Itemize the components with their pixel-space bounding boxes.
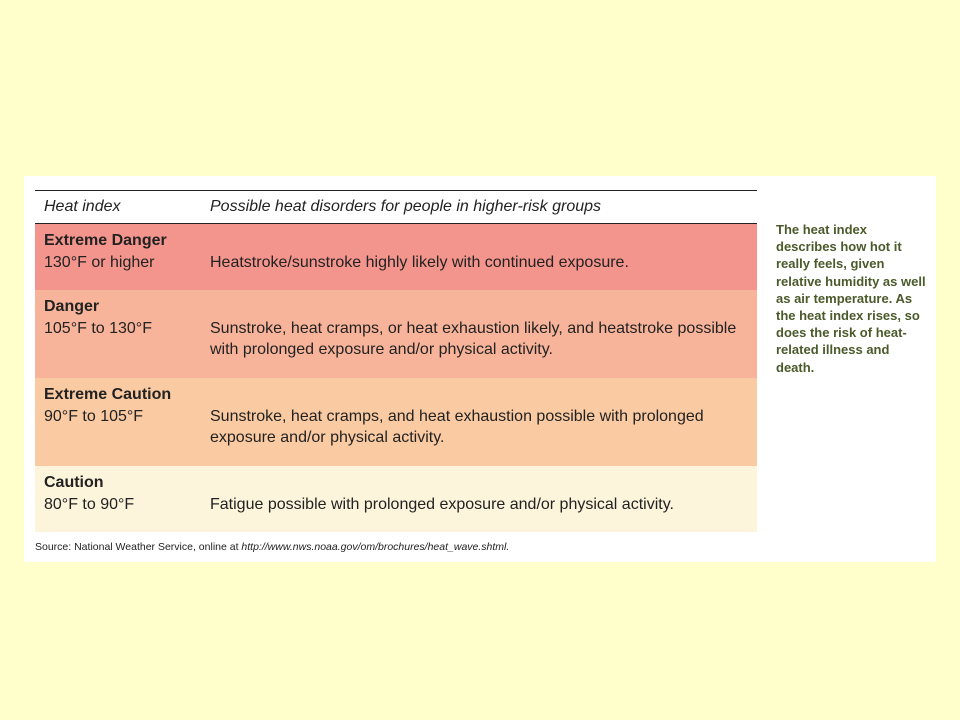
row-range: 80°F to 90°F [44, 496, 135, 513]
row-level: Extreme Danger [44, 232, 167, 249]
table-row-caution [35, 466, 757, 532]
row-description: Heatstroke/sunstroke highly likely with continued exposure. [210, 254, 629, 271]
row-level: Caution [44, 474, 104, 491]
row-level: Extreme Caution [44, 386, 172, 403]
row-range: 130°F or higher [44, 254, 155, 271]
row-description: Sunstroke, heat cramps, and heat exhaustion possible with prolonged exposure and/or physical activity. [210, 408, 704, 446]
table-row-danger [35, 290, 757, 378]
header-heat-disorders: Possible heat disorders for people in higher-risk groups [210, 198, 602, 215]
row-range: 105°F to 130°F [44, 320, 152, 337]
table-row-extreme-danger [35, 224, 757, 290]
source-url: http://www.nws.noaa.gov/om/brochures/heat_wave.shtml. [241, 541, 510, 553]
table-header [35, 191, 757, 224]
row-description: Fatigue possible with prolonged exposure and/or physical activity. [210, 496, 674, 513]
row-description: Sunstroke, heat cramps, or heat exhaustion likely, and heatstroke possible with prolonged exposure and/or physical activity. [210, 320, 737, 358]
figure-panel [24, 176, 936, 562]
row-level: Danger [44, 298, 100, 315]
row-range: 90°F to 105°F [44, 408, 144, 425]
source-citation [35, 541, 509, 553]
heat-index-table [35, 190, 757, 532]
source-prefix: Source: National Weather Service, online at [35, 541, 242, 553]
table-row-extreme-caution [35, 378, 757, 466]
heat-index-note: The heat index describes how hot it really feels, given relative humidity as well as air temperature. As the heat index rises, so does the risk of heat-related illness and death. [776, 222, 926, 375]
header-heat-index: Heat index [44, 198, 121, 215]
